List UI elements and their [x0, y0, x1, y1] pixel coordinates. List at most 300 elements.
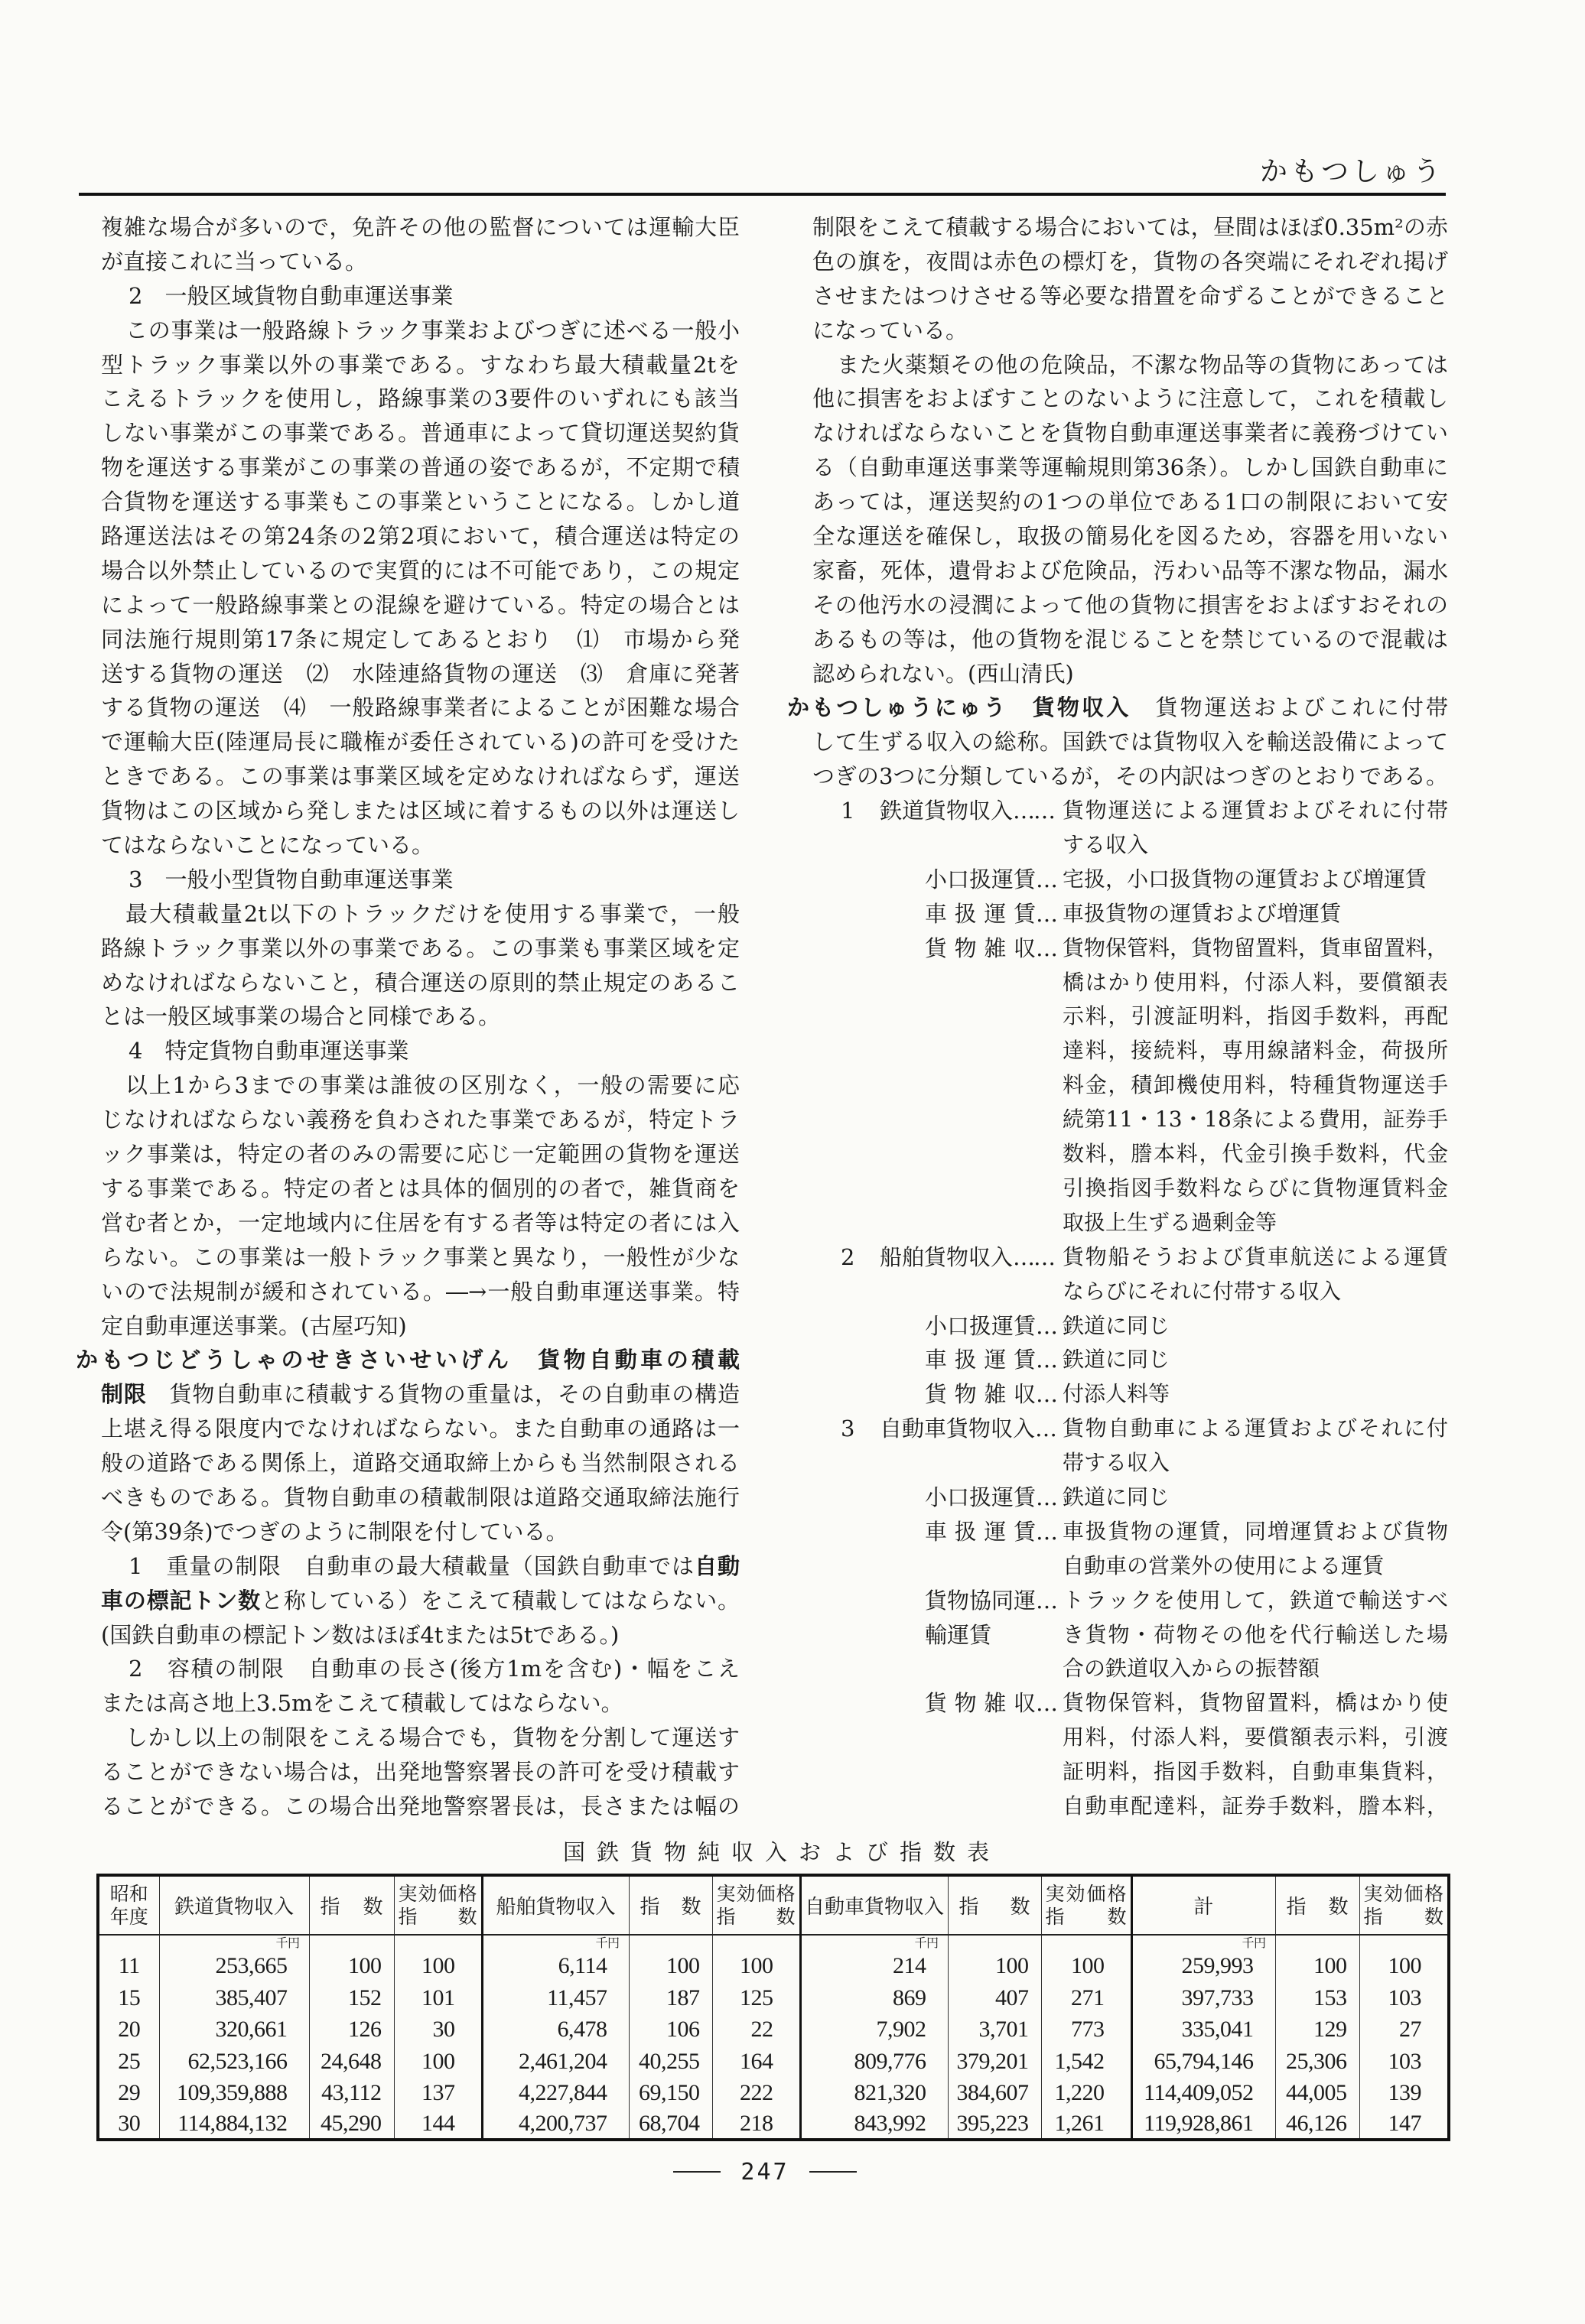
value-cell: 129	[1275, 2013, 1359, 2045]
label-name: 船舶貨物収入	[880, 1243, 1014, 1270]
column-header	[159, 1875, 309, 1935]
header-top: 昭和	[109, 1882, 148, 1905]
entry-heading-line	[787, 691, 1448, 725]
list-line	[812, 1275, 1448, 1309]
text-line: 定自動車運送事業。(古屋巧知)	[101, 1312, 407, 1339]
dash-left	[673, 2171, 721, 2173]
column-header	[482, 1875, 629, 1935]
right-column	[787, 210, 1449, 1824]
label-name: 貨物協同運	[925, 1587, 1037, 1614]
table-row	[98, 2044, 1449, 2076]
list-label	[925, 1515, 1056, 1549]
text-line: 型トラック事業以外の事業である。すなわち最大積載量2tを	[101, 351, 740, 378]
text-line: なければならないことを貨物自動車運送事業者に義務づけてい	[812, 420, 1448, 447]
value-cell: 126	[309, 2013, 394, 2045]
value-cell: 69,150	[629, 2076, 712, 2108]
list-line	[812, 1584, 1448, 1618]
list-label	[925, 897, 1056, 931]
header-label: 計	[1193, 1896, 1214, 1919]
list-description: 引換指図手数料ならびに貨物運賃料金	[1063, 1175, 1448, 1201]
list-line	[812, 794, 1448, 828]
list-label	[925, 1686, 1056, 1721]
list-line	[812, 1068, 1448, 1103]
list-description: 貨物運送による運賃およびそれに付帯	[1063, 798, 1448, 824]
list-line	[812, 1240, 1448, 1275]
value-cell: 137	[394, 2076, 482, 2108]
entry-heading-line	[76, 1343, 740, 1377]
text-line: その他汚水の浸潤によって他の貨物に損害をおよぼすおそれの	[812, 591, 1448, 618]
text-line: 最大積載量2t以下のトラックだけを使用する事業で，一般	[125, 900, 740, 927]
value-cell: 843,992	[800, 2108, 948, 2140]
text-line: または高さ地上3.5mをこえて積載してはならない。	[101, 1690, 623, 1717]
value-cell: 62,523,166	[159, 2044, 309, 2076]
leader-dots: …	[1036, 1518, 1056, 1545]
table-title: 国鉄貨物純収入および指数表	[563, 1839, 1001, 1865]
header-label: 指数	[1286, 1896, 1349, 1919]
column-header	[394, 1875, 482, 1935]
text-line: 2 容積の制限 自動車の長さ(後方1mを含む)・幅をこえ	[129, 1656, 740, 1682]
value-cell: 395,223	[948, 2108, 1041, 2140]
bold-term: 自動	[694, 1552, 740, 1579]
list-description: 示料，引渡証明料，指図手数料，再配	[1063, 1003, 1448, 1029]
text-line: 全な運送を確保し，取扱の簡易化を図るため，容器を用いない	[812, 523, 1448, 550]
leader-dots: …	[1036, 1690, 1056, 1717]
text-run: 貨物自動車に積載する貨物の重量は，その自動車の構造	[146, 1381, 740, 1408]
text-line: 合貨物を運送する事業もこの事業ということになる。しかし道	[101, 489, 740, 515]
list-description: 料金，積卸機使用料，特種貨物運送手	[1063, 1072, 1448, 1098]
text-line: 色の旗を，夜間は赤色の標灯を，貨物の各突端にそれぞれ掲げ	[812, 248, 1448, 275]
column-header	[1041, 1875, 1131, 1935]
leader-dots: …	[1036, 1587, 1056, 1614]
list-description: き貨物・荷物その他を代行輸送した場	[1063, 1621, 1448, 1647]
list-number: 2	[841, 1243, 855, 1270]
text-run: 貨物運送およびこれに付帯	[1131, 694, 1448, 721]
value-cell: 6,478	[482, 2013, 629, 2045]
year-cell: 20	[98, 2013, 159, 2045]
header-top: 実効価格	[716, 1882, 796, 1905]
list-number: 3	[841, 1416, 855, 1442]
value-cell: 379,201	[948, 2044, 1041, 2076]
table-row	[98, 2076, 1449, 2108]
text-line: 4 特定貨物自動車運送事業	[129, 1038, 409, 1064]
leader-dots: …	[1036, 1484, 1056, 1510]
header-two-line	[1360, 1883, 1448, 1929]
list-description: 宅扱，小口扱貨物の運賃および増運賃	[1063, 866, 1427, 892]
list-line	[812, 897, 1448, 931]
list-line	[812, 1103, 1448, 1137]
text-line: 複雑な場合が多いので，免許その他の監督については運輸大臣	[101, 214, 740, 240]
label-name: 車扱運賃	[925, 1518, 1036, 1545]
bold-term: かもつしゅうにゅう 貨物収入	[787, 694, 1131, 721]
value-cell: 100	[1041, 1935, 1131, 1981]
list-line	[812, 1206, 1448, 1240]
text-line: させまたはつけさせる等必要な措置を命ずることができること	[812, 282, 1448, 309]
revenue-index-table	[96, 1874, 1450, 2141]
value-cell: 100	[394, 1935, 482, 1981]
value-cell: 11,457	[482, 1981, 629, 2013]
label-name: 鉄道貨物収入	[880, 798, 1014, 824]
value-text: 259,993	[1181, 1953, 1254, 1978]
value-cell	[482, 1935, 629, 1981]
value-cell: 1,542	[1041, 2044, 1131, 2076]
value-cell: 773	[1041, 2013, 1131, 2045]
list-description: 自動車配達料，証券手数料，謄本料，	[1063, 1793, 1448, 1819]
text-line	[101, 1549, 740, 1584]
table-row	[98, 2108, 1449, 2140]
list-label	[925, 931, 1056, 966]
text-line: べきものである。貨物自動車の積載制限は道路交通取締法施行	[101, 1484, 740, 1510]
year-cell: 15	[98, 1981, 159, 2013]
value-cell	[800, 1935, 948, 1981]
label-name: 小口扱運賃	[925, 866, 1037, 892]
unit-label: 千円	[595, 1936, 620, 1950]
list-description: 貨物自動車による運賃およびそれに付	[1063, 1416, 1448, 1442]
value-cell: 385,407	[159, 1981, 309, 2013]
list-label	[925, 1343, 1056, 1377]
text-line: 認められない。(西山清氏)	[812, 660, 1074, 687]
value-cell: 46,126	[1275, 2108, 1359, 2140]
value-cell: 101	[394, 1981, 482, 2013]
list-description: 数料，謄本料，代金引換手数料，代金	[1063, 1141, 1448, 1167]
list-line	[812, 1172, 1448, 1206]
value-cell: 30	[394, 2013, 482, 2045]
text-line: しかし以上の制限をこえる場合でも，貨物を分割して運送す	[125, 1724, 740, 1751]
list-label	[880, 1240, 1054, 1275]
value-cell: 271	[1041, 1981, 1131, 2013]
leader-dots: …	[1036, 1381, 1056, 1408]
text-line: 路線トラック事業以外の事業である。この事業も事業区域を定	[101, 934, 740, 961]
list-line	[812, 1343, 1448, 1377]
value-cell: 3,701	[948, 2013, 1041, 2045]
value-cell: 125	[712, 1981, 800, 2013]
value-cell: 164	[712, 2044, 800, 2076]
list-description: トラックを使用して，鉄道で輸送すべ	[1063, 1587, 1448, 1613]
text-line: この事業は一般路線トラック事業およびつぎに述べる一般小	[125, 317, 740, 343]
label-name: 自動車貨物収入	[880, 1416, 1036, 1442]
text-line: る（自動車運送事業等運輸規則第36条）。しかし国鉄自動車に	[812, 454, 1448, 481]
running-head: かもつしゅう	[1259, 156, 1443, 187]
bold-term: 車の標記トン数	[101, 1587, 261, 1614]
list-line	[812, 1309, 1448, 1344]
list-label	[925, 1584, 1056, 1618]
text-run: と称している）をこえて積載してはならない。	[260, 1587, 740, 1614]
value-cell: 1,220	[1041, 2076, 1131, 2108]
value-cell: 100	[948, 1935, 1041, 1981]
bold-term: 制限	[101, 1381, 147, 1408]
text-line: が直接これに当っている。	[101, 248, 368, 275]
value-cell	[159, 1935, 309, 1981]
list-description: 橋はかり使用料，付添人料，要償額表	[1063, 969, 1448, 995]
value-cell: 407	[948, 1981, 1041, 2013]
text-line: あっては，運送契約の1つの単位である1口の制限において安	[812, 489, 1448, 515]
column-header	[309, 1875, 394, 1935]
value-cell: 100	[1359, 1935, 1449, 1981]
list-line	[812, 1789, 1448, 1824]
header-label: 指数	[640, 1896, 701, 1919]
value-text: 253,665	[215, 1953, 288, 1978]
text-line: ることができない場合は，出発地警察署長の許可を受け積載す	[101, 1759, 740, 1786]
value-cell: 44,005	[1275, 2076, 1359, 2108]
leader-dots: …	[1036, 866, 1056, 892]
column-header	[98, 1875, 159, 1935]
text-line	[101, 1584, 740, 1618]
value-cell: 25,306	[1275, 2044, 1359, 2076]
text-line: 営む者とか，一定地域内に住居を有する者等は特定の者には入	[101, 1209, 740, 1236]
header-two-line	[1042, 1883, 1131, 1929]
text-line: 場合以外禁止しているので実質的には不可能であり，この規定	[101, 557, 740, 583]
list-line	[812, 1515, 1448, 1549]
value-cell: 152	[309, 1981, 394, 2013]
list-number: 1	[841, 798, 855, 824]
list-description: 用料，付添人料，要償額表示料，引渡	[1063, 1724, 1448, 1750]
value-cell: 43,112	[309, 2076, 394, 2108]
text-line: いので法規制が緩和されている。―→一般自動車運送事業。特	[101, 1278, 740, 1305]
value-cell: 100	[394, 2044, 482, 2076]
text-line: しない事業がこの事業である。普通車によって貸切運送契約貨	[101, 420, 740, 447]
list-description: 鉄道に同じ	[1063, 1347, 1170, 1373]
year-cell: 29	[98, 2076, 159, 2108]
label-name: 貨物雑収	[925, 1690, 1036, 1717]
text-line: こえるトラックを使用し，路線事業の3要件のいずれにも該当	[101, 385, 740, 412]
header-two-line	[395, 1883, 481, 1929]
value-cell: 106	[629, 2013, 712, 2045]
leader-dots: …	[1035, 1416, 1056, 1442]
table-row	[98, 1935, 1449, 1981]
header-bottom: 指数	[1045, 1905, 1127, 1928]
list-description: 続第11・13・18条による費用，証券手	[1063, 1107, 1448, 1133]
value-cell: 65,794,146	[1131, 2044, 1275, 2076]
text-line: ときである。この事業は事業区域を定めなければならず，運送	[101, 763, 740, 790]
list-line	[812, 999, 1448, 1034]
header-top: 実効価格	[1363, 1882, 1443, 1905]
value-cell: 100	[1275, 1935, 1359, 1981]
header-bottom: 指数	[1363, 1905, 1443, 1928]
unit-label: 千円	[275, 1936, 300, 1950]
text-line: ック事業は，特定の者のみの需要に応じ一定範囲の貨物を運送	[101, 1141, 740, 1168]
unit-label: 千円	[914, 1936, 939, 1950]
unit-label: 千円	[1242, 1936, 1266, 1950]
text-line: また火薬類その他の危険品，不潔な物品等の貨物にあっては	[837, 351, 1448, 378]
list-description: 付添人料等	[1063, 1381, 1170, 1407]
column-header	[948, 1875, 1041, 1935]
leader-dots: …	[1036, 900, 1056, 927]
list-description: 鉄道に同じ	[1063, 1312, 1170, 1338]
page-number	[673, 2157, 857, 2187]
text-line: とは一般区域事業の場合と同様である。	[101, 1003, 501, 1030]
text-line: になっている。	[812, 317, 968, 343]
list-line	[812, 966, 1448, 1000]
value-cell: 103	[1359, 1981, 1449, 2013]
value-cell: 869	[800, 1981, 948, 2013]
text-line: てはならないことになっている。	[101, 832, 434, 859]
label-name: 小口扱運賃	[925, 1312, 1037, 1339]
list-description: 鉄道に同じ	[1063, 1484, 1170, 1510]
label-name: 車扱運賃	[925, 1347, 1036, 1373]
header-label: 指数	[320, 1896, 383, 1919]
value-cell: 27	[1359, 2013, 1449, 2045]
text-line: 令(第39条)でつぎのように制限を付している。	[101, 1518, 568, 1545]
header-bottom: 指数	[398, 1905, 477, 1928]
value-cell: 139	[1359, 2076, 1449, 2108]
value-cell: 222	[712, 2076, 800, 2108]
list-description: 車扱貨物の運賃および増運賃	[1063, 900, 1342, 926]
text-line: で運輸大臣(陸運局長に職権が委任されている)の許可を受けた	[101, 729, 740, 756]
list-line	[812, 1446, 1448, 1481]
header-label: 自動車貨物収入	[804, 1896, 944, 1919]
value-cell: 4,200,737	[482, 2108, 629, 2140]
text-line: 家畜，死体，遺骨および危険品，汚わい品等不潔な物品，漏水	[812, 557, 1448, 583]
value-cell: 384,607	[948, 2076, 1041, 2108]
text-line: あるもの等は，他の貨物を混じることを禁じているので混載は	[812, 626, 1448, 652]
value-cell: 119,928,861	[1131, 2108, 1275, 2140]
list-label	[880, 1412, 1056, 1446]
header-top: 実効価格	[1045, 1882, 1127, 1905]
text-line: 他に損害をおよぼすことのないように注意して，これを積載し	[812, 385, 1448, 412]
list-line	[812, 1721, 1448, 1755]
list-label	[925, 863, 1056, 897]
leader-dots: ……	[1013, 798, 1055, 824]
value-cell: 1,261	[1041, 2108, 1131, 2140]
value-text: 6,114	[558, 1953, 607, 1978]
value-cell: 335,041	[1131, 2013, 1275, 2045]
value-cell: 100	[629, 1935, 712, 1981]
list-description: 貨物保管料，貨物留置料，貨車留置料，	[1063, 934, 1449, 960]
value-cell: 114,409,052	[1131, 2076, 1275, 2108]
value-cell: 7,902	[800, 2013, 948, 2045]
list-description: する収入	[1063, 832, 1149, 858]
text-line: 般の道路である関係上，道路交通取締上からも当然制限される	[101, 1450, 740, 1477]
value-cell: 45,290	[309, 2108, 394, 2140]
text-run: 1 重量の制限 自動車の最大積載量（国鉄自動車では	[129, 1552, 695, 1579]
list-description: 車扱貨物の運賃，同増運賃および貨物	[1063, 1518, 1448, 1544]
value-cell: 153	[1275, 1981, 1359, 2013]
text-line: 路運送法はその第24条の2第2項において，積合運送は特定の	[101, 523, 740, 550]
list-line	[812, 1755, 1448, 1789]
page-number-text: 247	[740, 2158, 789, 2186]
list-description: 帯する収入	[1063, 1450, 1170, 1476]
list-label	[925, 1377, 1056, 1412]
list-line	[812, 1137, 1448, 1172]
leader-dots: …	[1036, 1347, 1056, 1373]
header-bottom: 年度	[109, 1905, 148, 1928]
header-rule	[79, 193, 1446, 196]
table-row	[98, 1981, 1449, 2013]
value-cell: 100	[309, 1935, 394, 1981]
value-cell: 147	[1359, 2108, 1449, 2140]
text-line: 3 一般小型貨物自動車運送事業	[129, 866, 454, 892]
header-bottom: 指数	[716, 1905, 796, 1928]
value-cell: 22	[712, 2013, 800, 2045]
table-row	[98, 2013, 1449, 2045]
year-cell: 11	[98, 1935, 159, 1981]
text-line: によって一般路線事業との混線を避けている。特定の場合とは	[101, 591, 740, 618]
text-line: ることができる。この場合出発地警察署長は，長さまたは幅の	[101, 1793, 740, 1819]
leader-dots: …	[1036, 1312, 1056, 1339]
left-column	[76, 210, 740, 1824]
list-label	[925, 1309, 1056, 1344]
header-top: 実効価格	[398, 1882, 477, 1905]
text-line: 同法施行規則第17条に規定してあるとおり ⑴ 市場から発	[101, 626, 740, 652]
list-line	[812, 1481, 1448, 1515]
label-name: 貨物雑収	[925, 934, 1036, 961]
header-label: 指数	[958, 1896, 1030, 1919]
list-description: 合の鉄道収入からの振替額	[1063, 1656, 1320, 1682]
text-line: する事業である。特定の者とは具体的個別的の者で，雑貨商を	[101, 1175, 740, 1201]
list-line	[812, 1686, 1448, 1721]
text-line: つぎの3つに分類しているが，その内訳はつぎのとおりである。	[812, 763, 1448, 790]
value-cell: 144	[394, 2108, 482, 2140]
list-description: 貨物保管料，貨物留置料，橋はかり使	[1063, 1690, 1448, 1716]
value-cell: 809,776	[800, 2044, 948, 2076]
list-description: ならびにそれに付帯する収入	[1063, 1278, 1342, 1304]
value-cell: 114,884,132	[159, 2108, 309, 2140]
text-line: (国鉄自動車の標記トン数はほぼ4tまたは5tである。)	[101, 1621, 620, 1648]
text-line: 制限をこえて積載する場合においては，昼間はほぼ0.35m²の赤	[812, 214, 1448, 240]
column-header	[800, 1875, 948, 1935]
value-cell: 397,733	[1131, 1981, 1275, 2013]
header-two-line	[713, 1883, 799, 1929]
text-line: 以上1から3までの事業は誰彼の区別なく，一般の需要に応	[125, 1072, 740, 1099]
column-header	[629, 1875, 712, 1935]
leader-dots: …	[1036, 934, 1056, 961]
text-line	[101, 1377, 740, 1412]
column-header	[1275, 1875, 1359, 1935]
list-line	[812, 931, 1448, 966]
value-cell: 218	[712, 2108, 800, 2140]
value-cell: 68,704	[629, 2108, 712, 2140]
value-cell: 24,648	[309, 2044, 394, 2076]
list-description: 取扱上生ずる過剰金等	[1063, 1209, 1277, 1235]
list-description: 自動車の営業外の使用による運賃	[1063, 1552, 1385, 1578]
header-two-line	[99, 1883, 159, 1929]
text-line: する貨物の運送 ⑷ 一般路線事業者によることが困難な場合	[101, 694, 740, 721]
value-cell: 2,461,204	[482, 2044, 629, 2076]
list-label	[880, 794, 1054, 828]
list-label-continued: 輸運賃	[925, 1621, 992, 1648]
label-name: 小口扱運賃	[925, 1484, 1037, 1510]
list-line	[812, 828, 1448, 863]
list-line	[812, 1034, 1448, 1068]
list-line	[812, 1412, 1448, 1446]
list-description: 貨物船そうおよび貨車航送による運賃	[1063, 1243, 1448, 1269]
text-line: めなければならないこと，積合運送の原則的禁止規定のあるこ	[101, 969, 740, 996]
text-line: 上堪え得る限度内でなければならない。また自動車の通路は一	[101, 1416, 740, 1442]
table-header-row	[98, 1875, 1449, 1935]
text-line: 物を運送する事業がこの事業の普通の姿であるが，不定期で積	[101, 454, 740, 481]
value-cell: 4,227,844	[482, 2076, 629, 2108]
value-text: 214	[893, 1953, 926, 1978]
header-label: 船舶貨物収入	[496, 1896, 616, 1919]
header-label: 鉄道貨物収入	[174, 1896, 294, 1919]
list-line	[812, 863, 1448, 897]
value-cell	[1131, 1935, 1275, 1981]
value-cell: 821,320	[800, 2076, 948, 2108]
text-line: 送する貨物の運送 ⑵ 水陸連絡貨物の運送 ⑶ 倉庫に発著	[101, 660, 740, 687]
column-header	[1131, 1875, 1275, 1935]
text-line: 貨物はこの区域から発しまたは区域に着するもの以外は運送し	[101, 798, 740, 824]
list-description: 証明料，指図手数料，自動車集貨料，	[1063, 1759, 1448, 1785]
value-cell: 109,359,888	[159, 2076, 309, 2108]
value-cell: 320,661	[159, 2013, 309, 2045]
text-line: 2 一般区域貨物自動車運送事業	[129, 282, 454, 309]
list-line	[812, 1549, 1448, 1584]
label-name: 貨物雑収	[925, 1381, 1036, 1408]
list-line	[812, 1377, 1448, 1412]
column-header	[712, 1875, 800, 1935]
bold-term: かもつじどうしゃのせきさいせいげん 貨物自動車の積載	[76, 1347, 740, 1373]
column-header	[1359, 1875, 1449, 1935]
list-label	[925, 1481, 1056, 1515]
